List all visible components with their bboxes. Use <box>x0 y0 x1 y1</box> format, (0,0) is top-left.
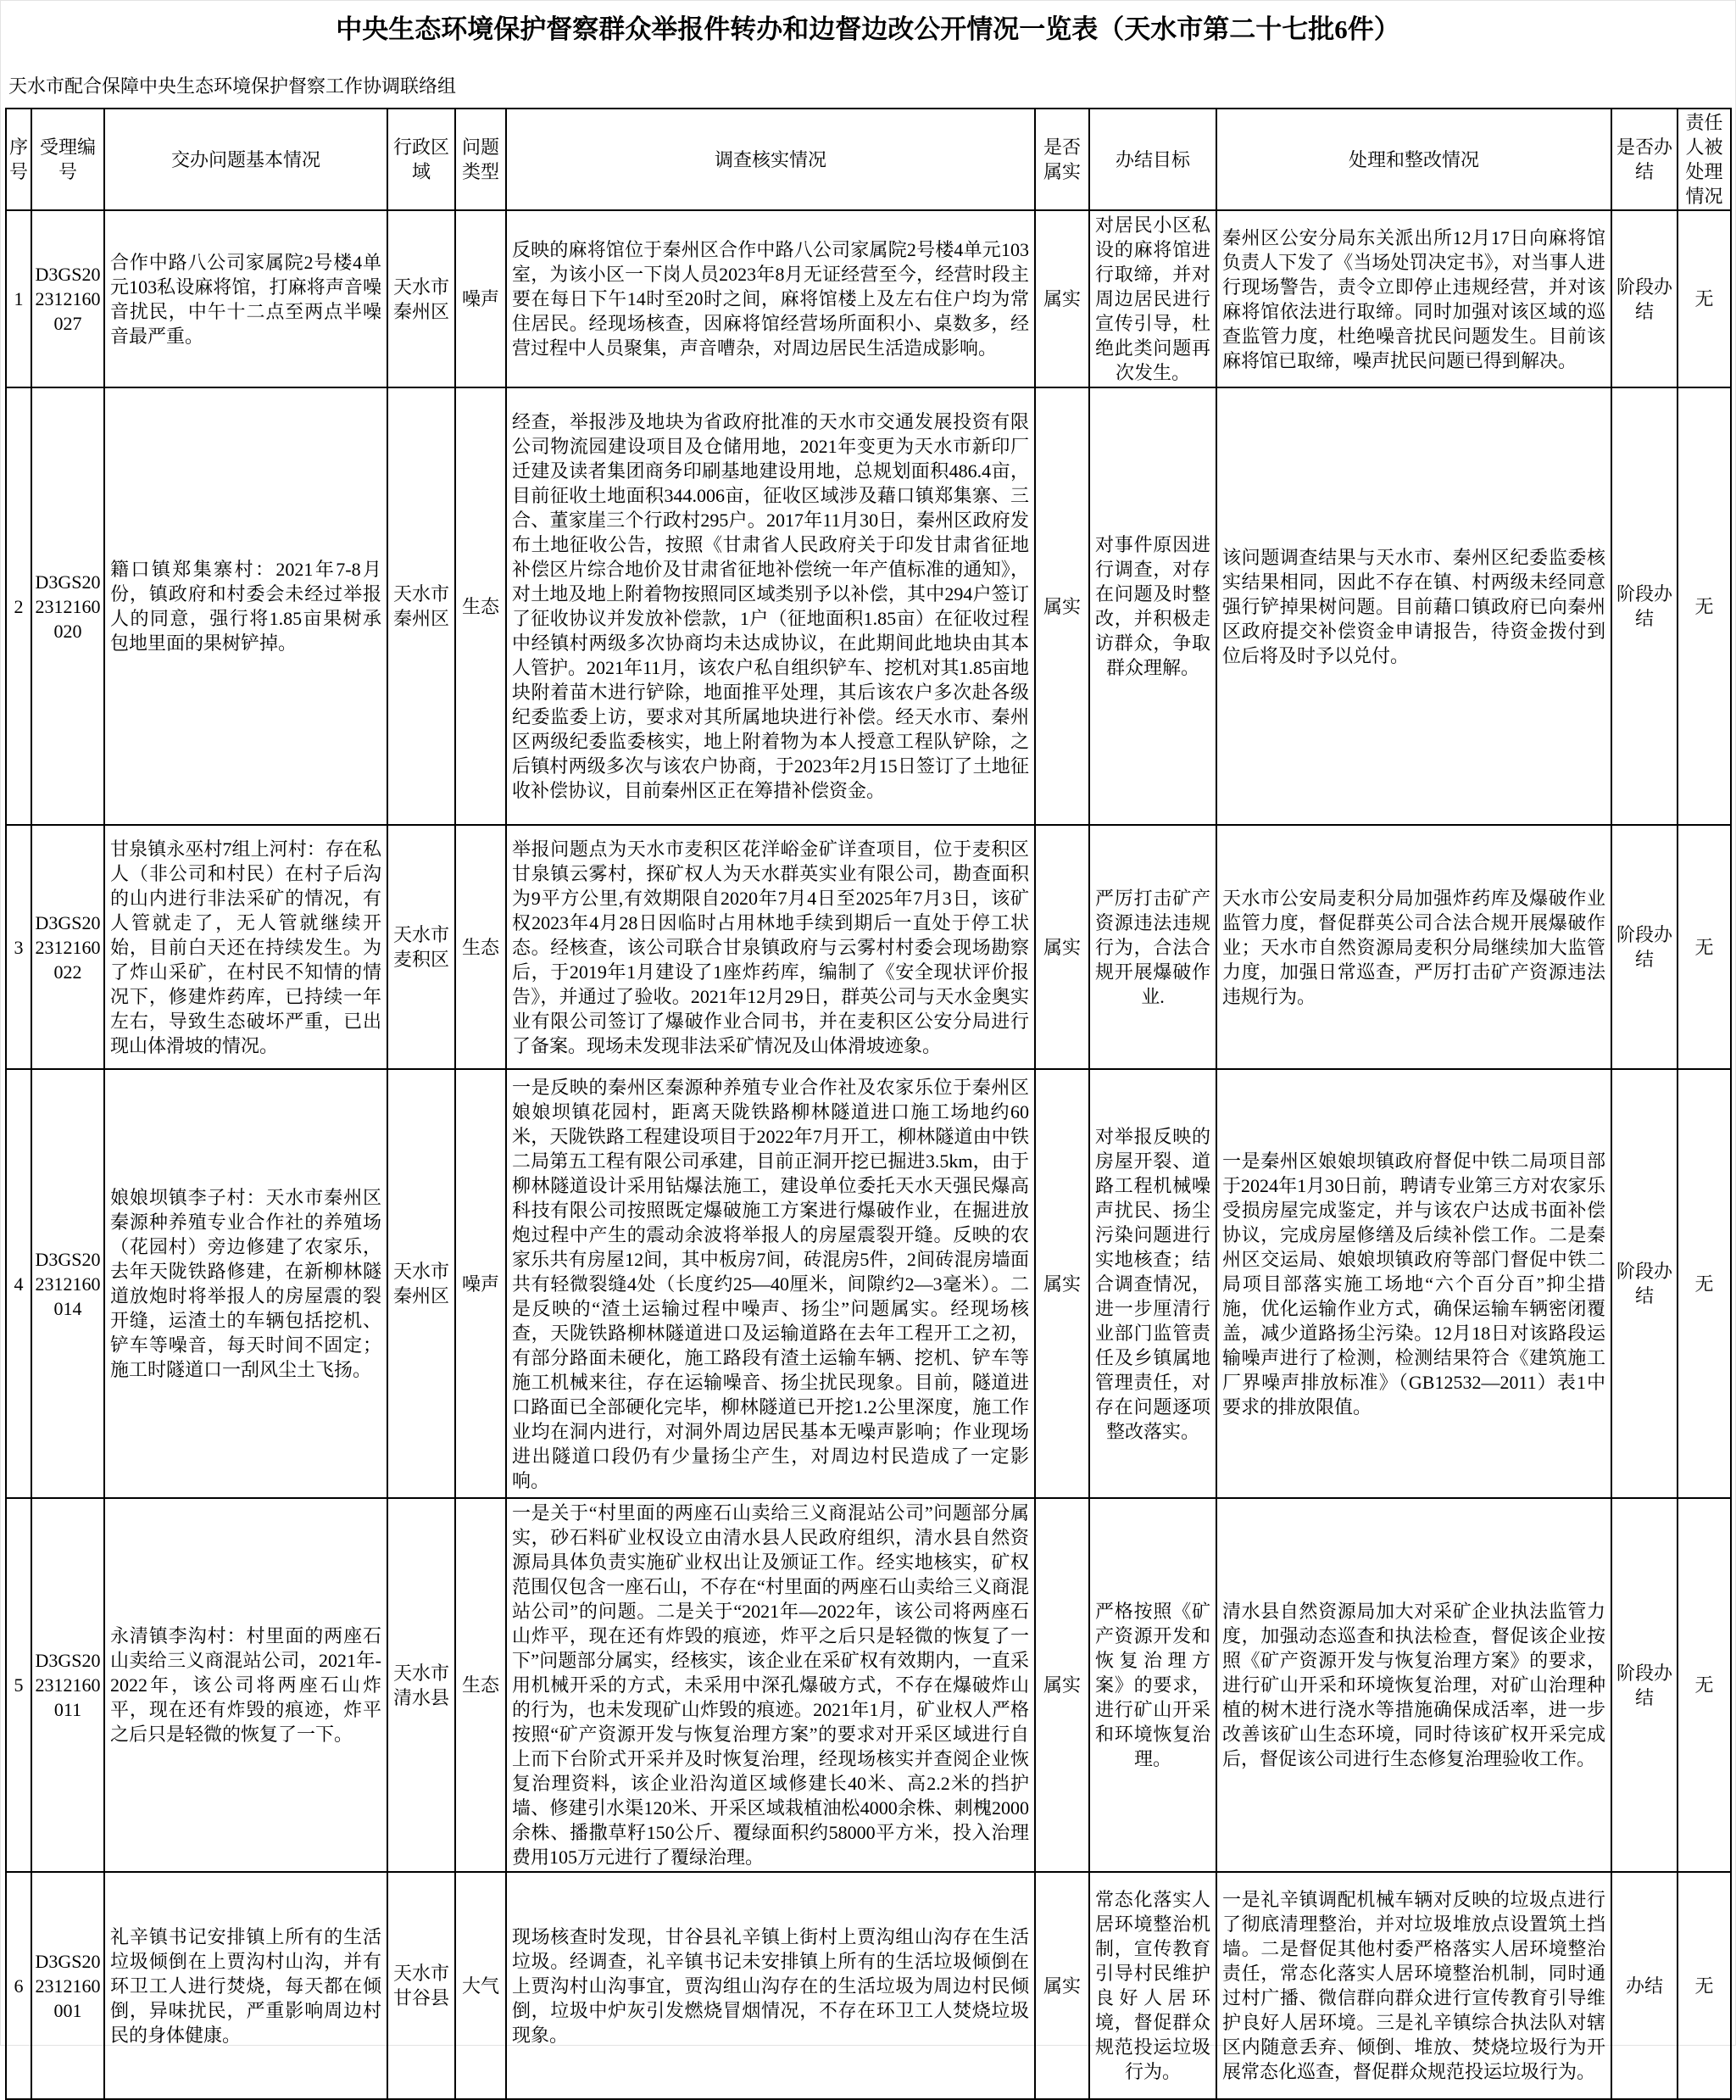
cell-rectification: 该问题调查结果与天水市、秦州区纪委监委核实结果相同，因此不存在镇、村两级未经同意强行铲掉果树问题。目前藉口镇政府已向秦州区政府提交补偿资金申请报告，待资金拨付到位后将及时予以兑付。 <box>1216 387 1611 825</box>
cell-serial-no: 5 <box>6 1498 31 1872</box>
cell-case-id: D3GS202312160011 <box>31 1498 104 1872</box>
cell-goal: 对举报反映的房屋开裂、道路工程机械噪声扰民、扬尘污染问题进行实地核查；结合调查情况，进一步厘清行业部门监管责任及乡镇属地管理责任，对存在问题逐项整改落实。 <box>1089 1069 1216 1498</box>
cell-goal: 严格按照《矿产资源开发和恢复治理方案》的要求，进行矿山开采和环境恢复治理。 <box>1089 1498 1216 1872</box>
cell-rectification: 秦州区公安分局东关派出所12月17日向麻将馆负责人下发了《当场处罚决定书》，对当事人进行现场警告，责令立即停止违规经营，并对该麻将馆依法进行取缔。同时加强对该区域的巡查监管力度，杜绝噪音扰民问题发生。目前该麻将馆已取缔，噪声扰民问题已得到解决。 <box>1216 210 1611 387</box>
col-header-problem-type: 问题类型 <box>455 109 506 210</box>
cell-problem: 合作中路八公司家属院2号楼4单元103私设麻将馆，打麻将声音噪音扰民，中午十二点至两点半噪音最严重。 <box>104 210 387 387</box>
cell-verified: 属实 <box>1035 825 1089 1069</box>
col-header-case-id: 受理编号 <box>31 109 104 210</box>
cell-problem-type: 大气 <box>455 1872 506 2099</box>
cell-accountability: 无 <box>1678 1872 1731 2099</box>
cell-accountability: 无 <box>1678 825 1731 1069</box>
cell-investigation: 现场核查时发现，甘谷县礼辛镇上街村上贾沟组山沟存在生活垃圾。经调查，礼辛镇书记未安排镇上所有的生活垃圾倾倒在上贾沟村山沟事宜，贾沟组山沟存在的生活垃圾为周边村民倾倒，垃圾中炉灰引发燃烧冒烟情况，不存在环卫工人焚烧垃圾现象。 <box>506 1872 1035 2099</box>
cell-serial-no: 3 <box>6 825 31 1069</box>
cell-problem: 籍口镇郑集寨村：2021年7-8月份，镇政府和村委会未经过举报人的同意，强行将1.85亩果树承包地里面的果树铲掉。 <box>104 387 387 825</box>
cell-verified: 属实 <box>1035 387 1089 825</box>
cell-region: 天水市秦州区 <box>387 387 455 825</box>
cell-serial-no: 6 <box>6 1872 31 2099</box>
table-header-row <box>6 109 1731 210</box>
col-header-region: 行政区域 <box>387 109 455 210</box>
cell-completion-status: 阶段办结 <box>1611 210 1678 387</box>
cell-serial-no: 1 <box>6 210 31 387</box>
cell-goal: 对居民小区私设的麻将馆进行取缔，并对周边居民进行宣传引导，杜绝此类问题再次发生。 <box>1089 210 1216 387</box>
col-header-investigation: 调查核实情况 <box>506 109 1035 210</box>
cell-goal: 常态化落实人居环境整治机制，宣传教育引导村民维护良好人居环境，督促群众规范投运垃圾行为。 <box>1089 1872 1216 2099</box>
cell-rectification: 一是礼辛镇调配机械车辆对反映的垃圾点进行了彻底清理整治，并对垃圾堆放点设置筑土挡墙。二是督促其他村委严格落实人居环境整治责任，常态化落实人居环境整治机制，同时通过村广播、微信群向群众进行宣传教育引导维护良好人居环境。三是礼辛镇综合执法队对辖区内随意丢弃、倾倒、堆放、焚烧垃圾行为开展常态化巡查，督促群众规范投运垃圾行为。 <box>1216 1872 1611 2099</box>
col-header-problem: 交办问题基本情况 <box>104 109 387 210</box>
cell-completion-status: 阶段办结 <box>1611 825 1678 1069</box>
cell-completion-status: 阶段办结 <box>1611 1069 1678 1498</box>
cell-accountability: 无 <box>1678 210 1731 387</box>
cell-verified: 属实 <box>1035 1498 1089 1872</box>
table-row <box>6 210 1731 387</box>
cell-rectification: 一是秦州区娘娘坝镇政府督促中铁二局项目部于2024年1月30日前，聘请专业第三方对农家乐受损房屋完成鉴定，并与该农户达成书面补偿协议，完成房屋修缮及后续补偿工作。二是秦州区交运局、娘娘坝镇政府等部门督促中铁二局项目部落实施工场地“六个百分百”抑尘措施，优化运输作业方式，确保运输车辆密闭覆盖，减少道路扬尘污染。12月18日对该路段运输噪声进行了检测，检测结果符合《建筑施工厂界噪声排放标准》（GB12532—2011）表1中要求的排放限值。 <box>1216 1069 1611 1498</box>
table-row <box>6 1498 1731 1872</box>
page-title: 中央生态环境保护督察群众举报件转办和边督边改公开情况一览表（天水市第二十七批6件） <box>336 14 1400 44</box>
col-header-rectification: 处理和整改情况 <box>1216 109 1611 210</box>
cell-completion-status: 阶段办结 <box>1611 1498 1678 1872</box>
cell-case-id: D3GS202312160020 <box>31 387 104 825</box>
col-header-serial-no: 序号 <box>6 109 31 210</box>
cell-investigation: 一是反映的秦州区秦源种养殖专业合作社及农家乐位于秦州区娘娘坝镇花园村，距离天陇铁路柳林隧道进口施工场地约60米，天陇铁路工程建设项目于2022年7月开工，柳林隧道由中铁二局第五工程有限公司承建，目前正洞开挖已掘进3.5km，由于柳林隧道设计采用钻爆法施工，建设单位委托天水天强民爆高科技有限公司按照既定爆破施工方案进行爆破作业，在掘进放炮过程中产生的震动余波将举报人的房屋震裂开缝。反映的农家乐共有房屋12间，其中板房7间，砖混房5件，2间砖混房墙面共有轻微裂缝4处（长度约25—40厘米，间隙约2—3毫米）。二是反映的“渣土运输过程中噪声、扬尘”问题属实。经现场核查，天陇铁路柳林隧道进口及运输道路在去年工程开工之初，有部分路面未硬化，施工路段有渣土运输车辆、挖机、铲车等施工机械来往，存在运输噪音、扬尘扰民现象。目前，隧道进口路面已全部硬化完毕，柳林隧道已开挖1.2公里深度，施工作业均在洞内进行，对洞外周边居民基本无噪声影响；作业现场进出隧道口段仍有少量扬尘产生，对周边村民造成了一定影响。 <box>506 1069 1035 1498</box>
table-row <box>6 1069 1731 1498</box>
cell-problem-type: 生态 <box>455 387 506 825</box>
cell-accountability: 无 <box>1678 1498 1731 1872</box>
cell-investigation: 经查，举报涉及地块为省政府批准的天水市交通发展投资有限公司物流园建设项目及仓储用地，2021年变更为天水市新印厂迁建及读者集团商务印刷基地建设用地，总规划面积486.4亩，目前征收土地面积344.006亩，征收区域涉及藉口镇郑集寨、三合、董家崖三个行政村295户。2017年11月30日，秦州区政府发布土地征收公告，按照《甘肃省人民政府关于印发甘肃省征地补偿区片综合地价及甘肃省征地补偿统一年产值标准的通知》，对土地及地上附着物按照同区域类别予以补偿，其中294户签订了征收协议并发放补偿款，1户（征地面积1.85亩）在征收过程中经镇村两级多次协商均未达成协议，在此期间此地块由其本人管护。2021年11月，该农户私自组织铲车、挖机对其1.85亩地块附着苗木进行铲除，地面推平处理，其后该农户多次赴各级纪委监委上访，要求对其所属地块进行补偿。经天水市、秦州区两级纪委监委核实，地上附着物为本人授意工程队铲除，之后镇村两级多次与该农户协商，于2023年2月15日签订了土地征收补偿协议，目前秦州区正在筹措补偿资金。 <box>506 387 1035 825</box>
cell-rectification: 清水县自然资源局加大对采矿企业执法监管力度，加强动态巡查和执法检查，督促该企业按照《矿产资源开发与恢复治理方案》的要求，进行矿山开采和环境恢复治理，对矿山治理种植的树木进行浇水等措施确保成活率，进一步改善该矿山生态环境，同时待该矿权开采完成后，督促该公司进行生态修复治理验收工作。 <box>1216 1498 1611 1872</box>
document-subtitle: 天水市配合保障中央生态环境保护督察工作协调联络组 <box>8 75 457 97</box>
cell-region: 天水市麦积区 <box>387 825 455 1069</box>
cell-verified: 属实 <box>1035 1069 1089 1498</box>
cell-investigation: 一是关于“村里面的两座石山卖给三义商混站公司”问题部分属实，砂石料矿业权设立由清水县人民政府组织，清水县自然资源局具体负责实施矿业权出让及颁证工作。经实地核实，矿权范围仅包含一座石山，不存在“村里面的两座石山卖给三义商混站公司”的问题。二是关于“2021年—2022年，该公司将两座石山炸平，现在还有炸毁的痕迹，炸平之后只是轻微的恢复了一下”问题部分属实，经核实，该企业在采矿权有效期内，一直采用机械开采的方式，未采用中深孔爆破方式，不存在爆破炸山的行为，也未发现矿山炸毁的痕迹。2021年1月，矿业权人严格按照“矿产资源开发与恢复治理方案”的要求对开采区域进行自上而下台阶式开采并及时恢复治理，经现场核实并查阅企业恢复治理资料，该企业沿沟道区域修建长40米、高2.2米的挡护墙、修建引水渠120米、开采区域栽植油松4000余株、刺槐2000余株、播撒草籽150公斤、覆绿面积约58000平方米，投入治理费用105万元进行了覆绿治理。 <box>506 1498 1035 1872</box>
cell-completion-status: 阶段办结 <box>1611 387 1678 825</box>
cell-problem: 礼辛镇书记安排镇上所有的生活垃圾倾倒在上贾沟村山沟，并有环卫工人进行焚烧，每天都在倾倒，异味扰民，严重影响周边村民的身体健康。 <box>104 1872 387 2099</box>
cell-investigation: 反映的麻将馆位于秦州区合作中路八公司家属院2号楼4单元103室，为该小区一下岗人员2023年8月无证经营至今，经营时段主要在每日下午14时至20时之间，麻将馆楼上及左右住户均为常住居民。经现场核查，因麻将馆经营场所面积小、桌数多，经营过程中人员聚集，声音嘈杂，对周边居民生活造成影响。 <box>506 210 1035 387</box>
cell-serial-no: 4 <box>6 1069 31 1498</box>
table-row <box>6 825 1731 1069</box>
cell-accountability: 无 <box>1678 387 1731 825</box>
cell-investigation: 举报问题点为天水市麦积区花洋峪金矿详查项目，位于麦积区甘泉镇云雾村，探矿权人为天水群英实业有限公司，勘查面积为9平方公里,有效期限自2020年7月4日至2025年7月3日，该矿权2023年4月28日因临时占用林地手续到期后一直处于停工状态。经核查，该公司联合甘泉镇政府与云雾村村委会现场勘察后，于2019年1月建设了1座炸药库，编制了《安全现状评价报告》，并通过了验收。2021年12月29日，群英公司与天水金奥实业有限公司签订了爆破作业合同书，并在麦积区公安分局进行了备案。现场未发现非法采矿情况及山体滑坡迹象。 <box>506 825 1035 1069</box>
cell-region: 天水市甘谷县 <box>387 1872 455 2099</box>
cell-problem-type: 噪声 <box>455 210 506 387</box>
cell-verified: 属实 <box>1035 210 1089 387</box>
cell-verified: 属实 <box>1035 1872 1089 2099</box>
cell-goal: 严厉打击矿产资源违法违规行为，合法合规开展爆破作业. <box>1089 825 1216 1069</box>
col-header-completion-status: 是否办结 <box>1611 109 1678 210</box>
cell-case-id: D3GS202312160014 <box>31 1069 104 1498</box>
cell-region: 天水市清水县 <box>387 1498 455 1872</box>
cell-problem-type: 噪声 <box>455 1069 506 1498</box>
table-row <box>6 387 1731 825</box>
col-header-accountability: 责任人被处理情况 <box>1678 109 1731 210</box>
cell-problem: 永清镇李沟村：村里面的两座石山卖给三义商混站公司，2021年-2022年，该公司将两座石山炸平，现在还有炸毁的痕迹，炸平之后只是轻微的恢复了一下。 <box>104 1498 387 1872</box>
cell-case-id: D3GS202312160027 <box>31 210 104 387</box>
cell-case-id: D3GS202312160022 <box>31 825 104 1069</box>
cell-problem-type: 生态 <box>455 1498 506 1872</box>
cell-serial-no: 2 <box>6 387 31 825</box>
cell-problem: 甘泉镇永巫村7组上河村：存在私人（非公司和村民）在村子后沟的山内进行非法采矿的情况，有人管就走了，无人管就继续开始，目前白天还在持续发生。为了炸山采矿，在村民不知情的情况下，修建炸药库，已持续一年左右，导致生态破坏严重，已出现山体滑坡的情况。 <box>104 825 387 1069</box>
cell-region: 天水市秦州区 <box>387 210 455 387</box>
cell-accountability: 无 <box>1678 1069 1731 1498</box>
cell-problem: 娘娘坝镇李子村：天水市秦州区秦源种养殖专业合作社的养殖场（花园村）旁边修建了农家乐，去年天陇铁路修建，在新柳林隧道放炮时将举报人的房屋震的裂开缝，运渣土的车辆包括挖机、铲车等噪音，每天时间不固定；施工时隧道口一刮风尘土飞扬。 <box>104 1069 387 1498</box>
cell-goal: 对事件原因进行调查，对存在问题及时整改，并积极走访群众，争取群众理解。 <box>1089 387 1216 825</box>
cell-rectification: 天水市公安局麦积分局加强炸药库及爆破作业监管力度，督促群英公司合法合规开展爆破作业；天水市自然资源局麦积分局继续加大监管力度，加强日常巡查，严厉打击矿产资源违法违规行为。 <box>1216 825 1611 1069</box>
cell-problem-type: 生态 <box>455 825 506 1069</box>
table-row <box>6 1872 1731 2099</box>
cell-region: 天水市秦州区 <box>387 1069 455 1498</box>
cell-completion-status: 办结 <box>1611 1872 1678 2099</box>
col-header-goal: 办结目标 <box>1089 109 1216 210</box>
col-header-verified: 是否属实 <box>1035 109 1089 210</box>
cell-case-id: D3GS202312160001 <box>31 1872 104 2099</box>
cases-table <box>5 108 1732 2100</box>
